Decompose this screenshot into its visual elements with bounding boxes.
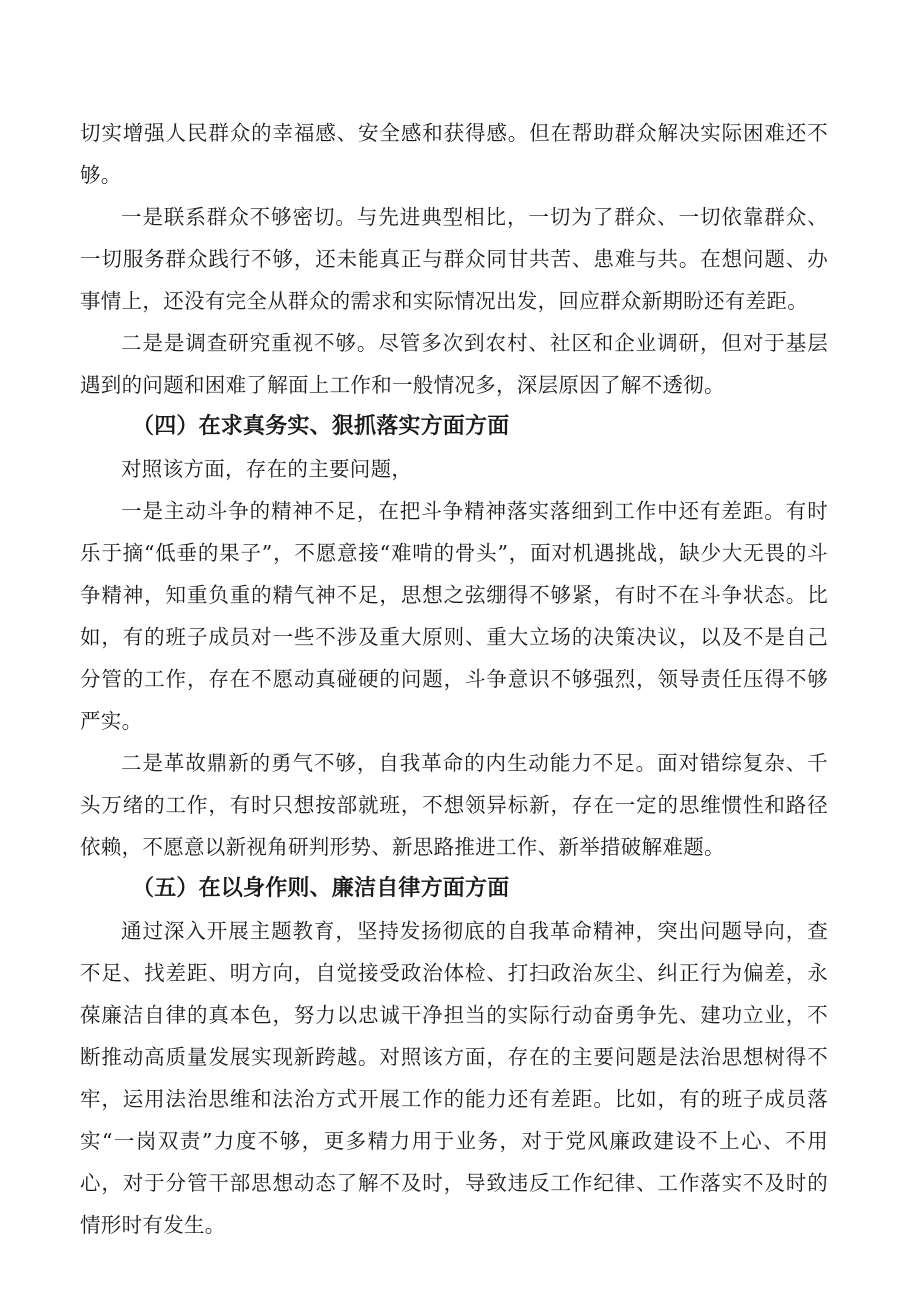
paragraph-section-4-intro: 对照该方面，存在的主要问题， xyxy=(121,457,413,481)
paragraph-innovation-courage: 二是革故鼎新的勇气不够，自我革命的内生动能力不足。面对错综复杂、千头万绪的工作，有时只想按部就班，不想领异标新，存在一定的思维惯性和路径依赖，不愿意以新视角研判形势、新思路推进工作、新举措破解难题。 xyxy=(80,751,828,859)
paragraph-section-5-body: 通过深入开展主题教育，坚持发扬彻底的自我革命精神，突出问题导向，查不足、找差距、明方向，自觉接受政治体检、打扫政治灰尘、纠正行为偏差，永葆廉洁自律的真本色，努力以忠诚干净担当的实际行动奋勇争先、建功立业，不断推动高质量发展实现新跨越。对照该方面，存在的主要问题是法治思想树得不牢，运用法治思维和法治方式开展工作的能力还有差距。比如，有的班子成员落实“一岗双责”力度不够，更多精力用于业务，对于党风廉政建设不上心、不用心，对于分管干部思想动态了解不及时，导致违反工作纪律、工作落实不及时的情形时有发生。 xyxy=(80,919,828,1237)
paragraph-continuation: 切实增强人民群众的幸福感、安全感和获得感。但在帮助群众解决实际困难还不够。 xyxy=(80,121,828,187)
section-heading-4: （四）在求真务实、狠抓落实方面方面 xyxy=(132,414,510,439)
paragraph-research: 二是是调查研究重视不够。尽管多次到农村、社区和企业调研，但对于基层遇到的问题和困难了解面上工作和一般情况多，深层原因了解不透彻。 xyxy=(80,331,828,397)
paragraph-contact-masses: 一是联系群众不够密切。与先进典型相比，一切为了群众、一切依靠群众、一切服务群众践行不够，还未能真正与群众同甘共苦、患难与共。在想问题、办事情上，还没有完全从群众的需求和实际情况出发，回应群众新期盼还有差距。 xyxy=(80,205,828,313)
paragraph-struggle-spirit: 一是主动斗争的精神不足，在把斗争精神落实落细到工作中还有差距。有时乐于摘“低垂的果子”，不愿意接“难啃的骨头”，面对机遇挑战，缺少大无畏的斗争精神，知重负重的精气神不足，思想之弦绷得不够紧，有时不在斗争状态。比如，有的班子成员对一些不涉及重大原则、重大立场的决策决议，以及不是自己分管的工作，存在不愿动真碰硬的问题，斗争意识不够强烈，领导责任压得不够严实。 xyxy=(80,499,828,733)
section-heading-5: （五）在以身作则、廉洁自律方面方面 xyxy=(132,876,510,901)
